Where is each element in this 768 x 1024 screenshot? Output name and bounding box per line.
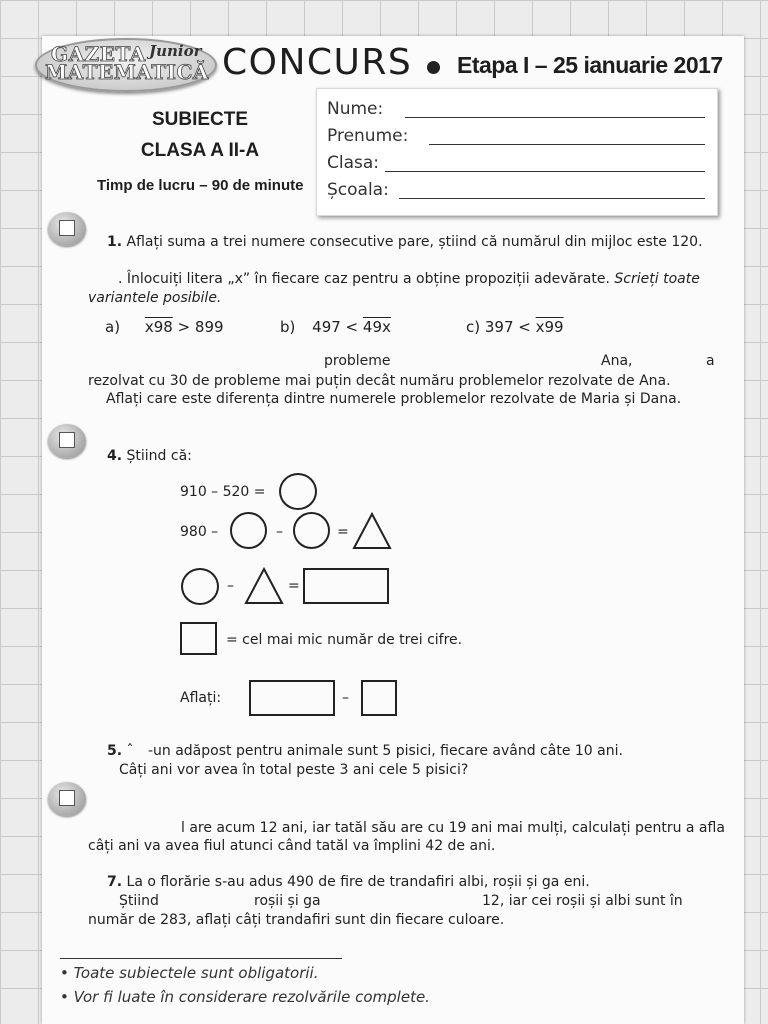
problem-5 [107,743,623,759]
problem-2-a [105,318,224,336]
square-shape [180,622,217,655]
p2-b-left: 497 < [312,318,363,336]
problem-5-number: 5. [107,743,123,759]
problem-2-c [466,318,564,336]
problem-5-text: -un adăpost pentru animale sunt 5 pisici, fiecare având câte 10 ani. [147,743,623,759]
name-label: Nume: [327,99,384,119]
equation-2-minus: – [276,524,283,540]
equation-3-minus: – [227,578,234,594]
p2-b-expression: 49x [362,318,391,336]
equation-2-equals: = [337,524,349,540]
student-id-box [316,88,718,216]
problem-3-line2: rezolvat cu 30 de probleme mai puțin decât număru problemelor rezolvate de Ana. [88,373,671,389]
school-label: Școala: [327,180,389,200]
working-time: Timp de lucru – 90 de minute [97,177,304,194]
p2-c-expression: x99 [535,318,564,336]
triangle-shape [352,512,392,550]
p2-a-label: a) [105,318,121,336]
square-shape [361,680,397,716]
footer-note-2: • Vor fi luate în considerare rezolvările complete. [60,988,430,1006]
problem-6-line2: câți ani va avea fiul atunci când tatăl va împlini 42 de ani. [88,838,496,854]
gazeta-matematica-logo [35,38,217,92]
p2-a-rest: > 899 [172,318,224,336]
section-bullet-icon [48,782,86,816]
surname-line[interactable] [429,144,705,145]
triangle-shape [244,567,284,605]
class-heading: CLASA A II-A [140,140,260,161]
logo-junior: Junior [149,42,202,60]
problem-1-text: Aflați suma a trei numere consecutive pare, știind că numărul din mijloc este 120. [126,234,703,250]
class-line[interactable] [385,171,705,172]
problem-7-line3: număr de 283, aflați câți trandafiri sunt din fiecare culoare. [88,912,505,928]
circle-shape [279,473,317,510]
footer-note-1: • Toate subiectele sunt obligatorii. [60,964,319,982]
name-line[interactable] [405,117,705,118]
class-label: Clasa: [327,153,380,173]
logo-line1: GAZETA [51,42,146,66]
problem-3-fragment: Ana, [601,353,633,369]
problem-3-line3: Aflați care este diferența dintre numerele problemelor rezolvate de Maria și Dana. [106,391,682,407]
problem-2-text-line2: variantele posibile. [88,290,222,306]
footer-divider [60,958,342,959]
section-bullet-icon [48,424,86,458]
section-bullet-icon [48,212,86,246]
rectangle-shape [249,680,335,716]
problem-2-text: . Înlocuiți litera „x” în fiecare caz pentru a obține propoziții adevărate. [118,271,610,287]
find-minus: – [342,690,349,706]
p2-a-expression: x98 [144,318,173,336]
problem-2-b [280,318,391,336]
problem-3-fragment: probleme [324,353,391,369]
problem-7-number: 7. [107,874,123,890]
problem-2-text-italic: Scrieți toate [614,271,700,287]
circle-shape [230,512,267,549]
school-line[interactable] [399,198,705,199]
problem-5-fragment: ˆ [126,743,134,759]
problem-4-text: Știind că: [126,448,192,464]
problem-3-fragment: a [706,353,715,369]
surname-label: Prenume: [327,126,409,146]
problem-6-line1: l are acum 12 ani, iar tatăl său are cu 19 ani mai mulți, calculați pentru a afla [181,820,725,836]
p2-c-left: 397 < [484,318,536,336]
logo-line2: MATEMATICĂ [45,60,209,84]
problem-1-number: 1. [107,234,123,250]
problem-7-line2-start: Știind [119,893,159,909]
equation-2-left: 980 – [180,524,219,540]
problem-7 [107,874,590,890]
problem-1 [107,234,703,250]
circle-shape [293,512,330,549]
rectangle-shape [303,568,389,604]
bullet-dot [427,61,440,74]
problem-7-line2-end: 12, iar cei roșii și albi sunt în [482,893,683,909]
contest-stage: Etapa I – 25 ianuarie 2017 [457,52,723,78]
p2-c-label: c) [466,318,481,336]
equation-4: = cel mai mic număr de trei cifre. [226,632,463,648]
problem-5-line2: Câți ani vor avea în total peste 3 ani cele 5 pisici? [119,762,469,778]
equation-1: 910 – 520 = [180,484,266,500]
circle-shape [181,568,219,605]
problem-7-line2-mid: roșii și ga [254,893,321,909]
problem-7-line1: La o florărie s-au adus 490 de fire de trandafiri albi, roșii și ga eni. [126,874,590,890]
contest-title: CONCURS [222,42,413,83]
problem-2 [118,271,700,287]
problem-4 [107,448,192,464]
p2-b-label: b) [280,318,296,336]
find-label: Aflați: [180,690,222,706]
equation-3-equals: = [288,578,300,594]
subject-heading: SUBIECTE [151,109,249,130]
problem-4-number: 4. [107,448,123,464]
